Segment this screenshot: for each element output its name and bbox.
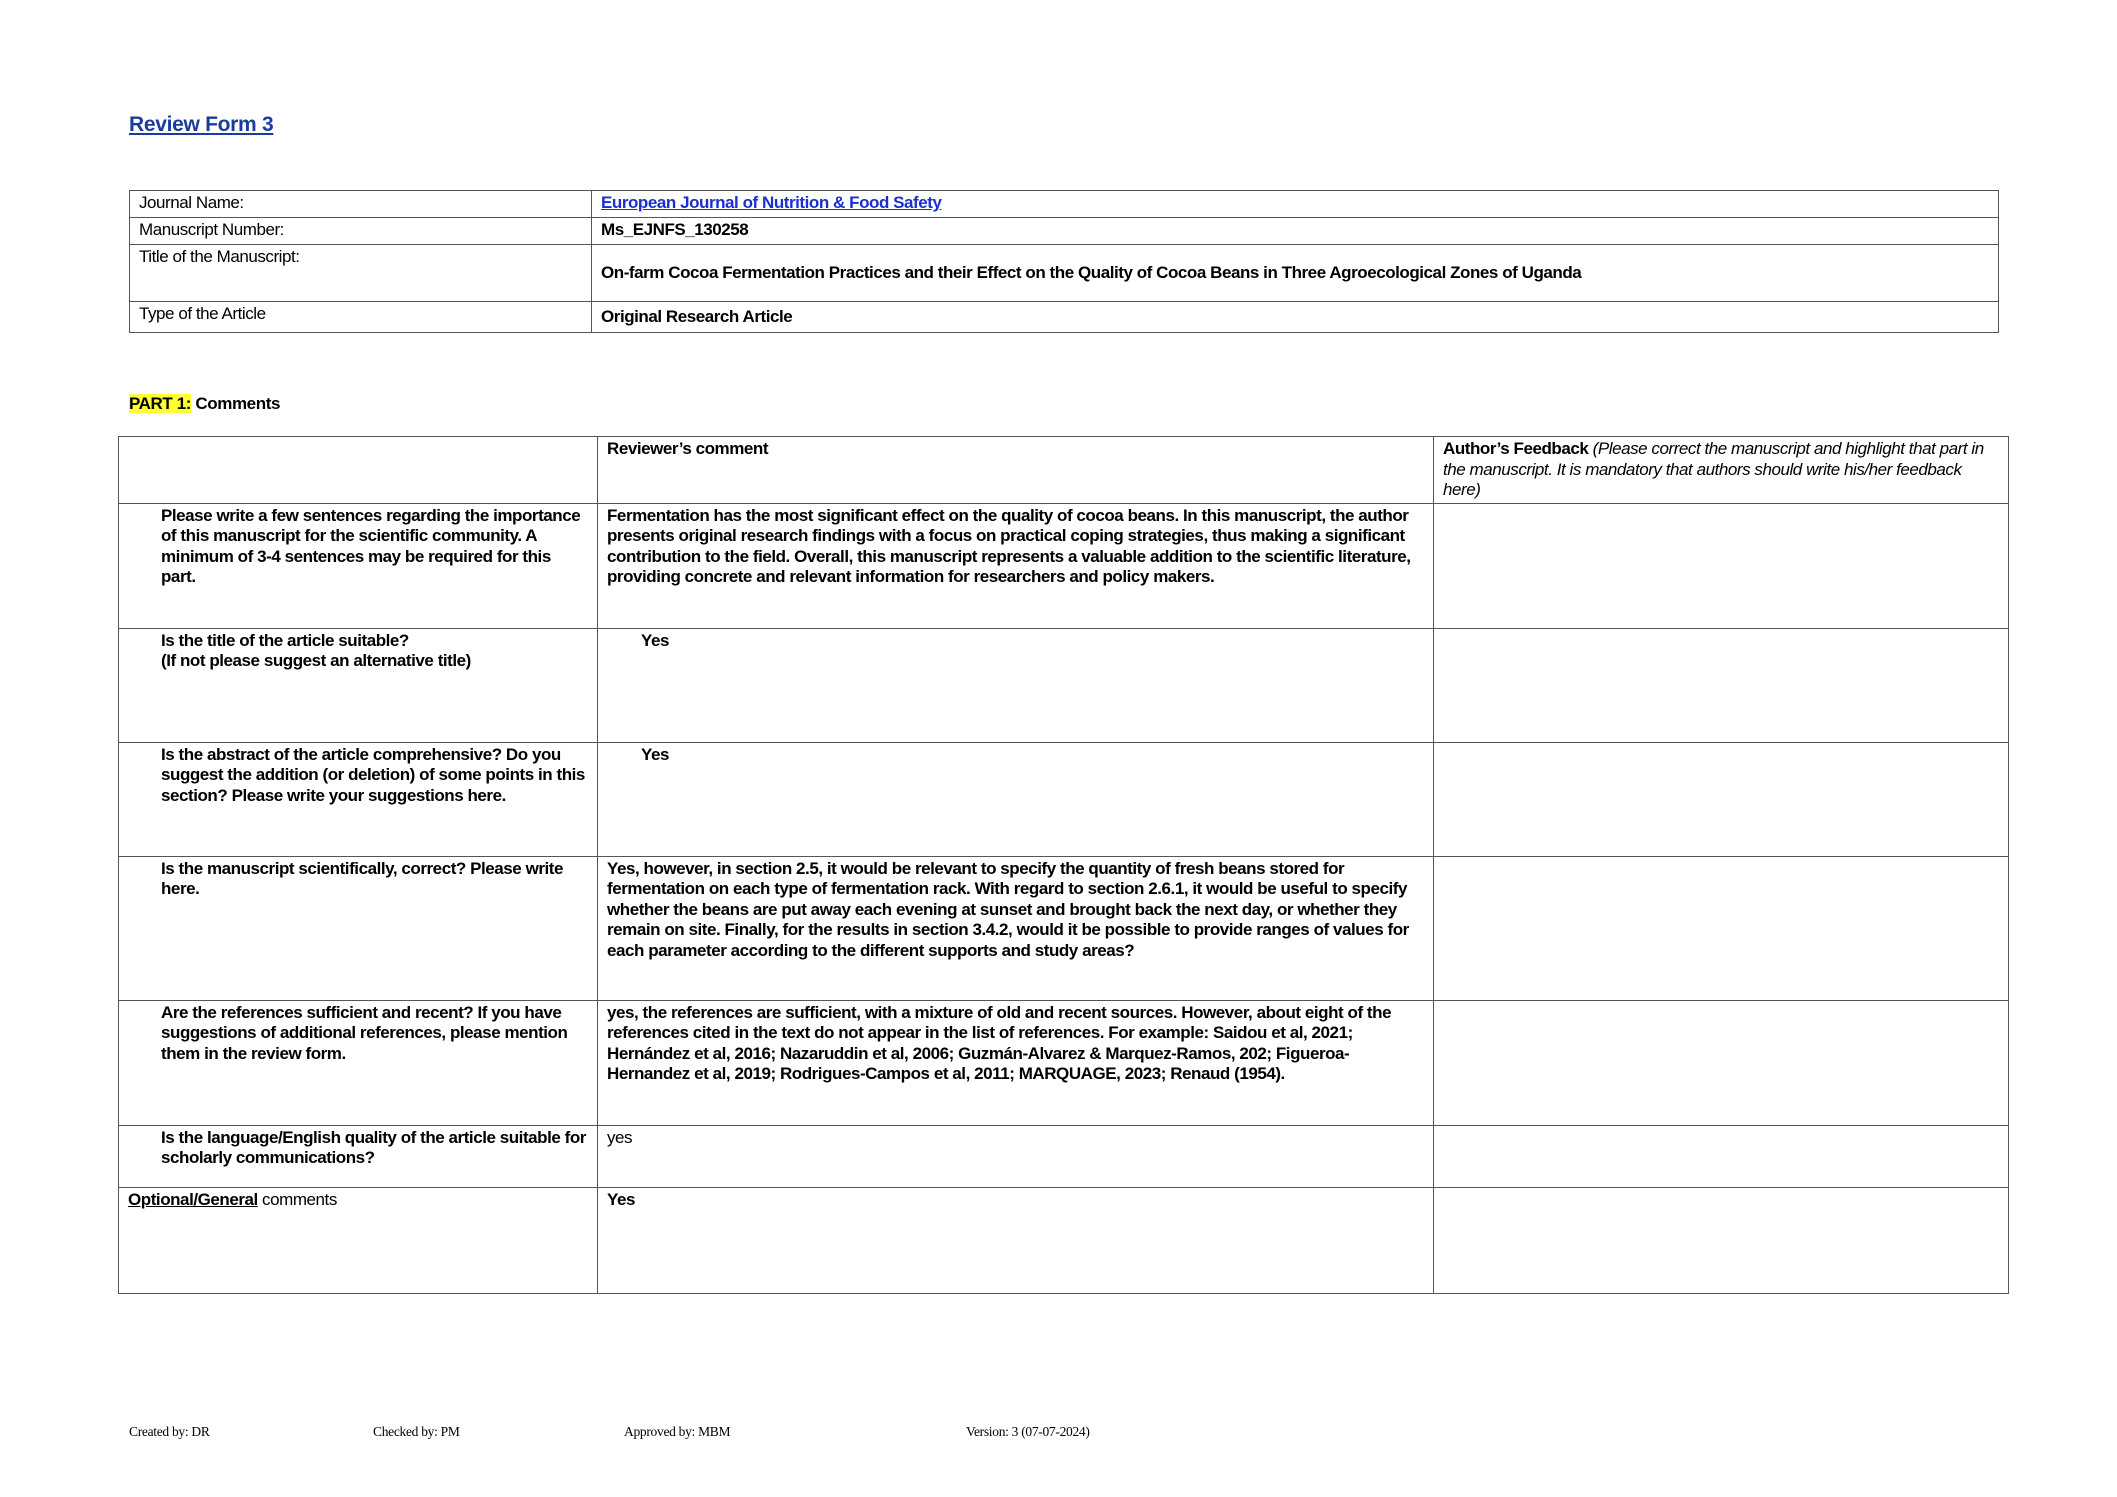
- manuscript-title-label: Title of the Manuscript:: [130, 245, 592, 302]
- form-title[interactable]: Review Form 3: [129, 113, 274, 136]
- reviewer-comment[interactable]: Yes: [598, 742, 1434, 856]
- journal-label: Journal Name:: [130, 191, 592, 218]
- author-feedback-cell[interactable]: [1434, 503, 2009, 628]
- part-suffix: Comments: [191, 394, 281, 413]
- reviewer-comment[interactable]: Yes, however, in section 2.5, it would be relevant to specify the quantity of fresh beans stored for fermentation on each type of fermentation rack. With regard to section 2.6.1, it would be useful to specify whether the beans are put away each evening at sunset and brought back the next day, or whether they remain on site. Finally, for the results in section 3.4.2, would it be possible to provide ranges of values for each parameter according to the different supports and study areas?: [598, 856, 1434, 1000]
- author-feedback-cell[interactable]: [1434, 628, 2009, 742]
- article-type: Original Research Article: [592, 302, 1999, 333]
- header-empty: [119, 437, 598, 504]
- manuscript-number: Ms_EJNFS_130258: [592, 218, 1999, 245]
- reviewer-comment[interactable]: yes: [598, 1125, 1434, 1187]
- author-feedback-cell[interactable]: [1434, 1000, 2009, 1125]
- author-feedback-cell[interactable]: [1434, 856, 2009, 1000]
- manuscript-number-label: Manuscript Number:: [130, 218, 592, 245]
- reviewer-comment[interactable]: yes, the references are sufficient, with a mixture of old and recent sources. However, about eight of the references cited in the text do not appear in the list of references. For example: Saidou et al, 2021; Hernández et al, 2016; Nazaruddin et al, 2006; Guzmán-Alvarez & Marquez-Ramos, 202; Figueroa-Hernandez et al, 2019; Rodrigues-Campos et al, 2011; MARQUAGE, 2023; Renaud (1954).: [598, 1000, 1434, 1125]
- journal-link[interactable]: European Journal of Nutrition & Food Safety: [601, 193, 942, 212]
- footer-version: Version: 3 (07-07-2024): [966, 1424, 1090, 1439]
- manuscript-title: On-farm Cocoa Fermentation Practices and their Effect on the Quality of Cocoa Beans in Three Agroecological Zones of Uganda: [592, 245, 1999, 302]
- question: Are the references sufficient and recent? If you have suggestions of additional references, please mention them in the review form.: [119, 1000, 598, 1125]
- header-reviewer-comment: Reviewer’s comment: [598, 437, 1434, 504]
- comments-table: [118, 436, 2009, 1294]
- part-heading: [129, 394, 280, 414]
- header-author-feedback: [1434, 437, 2009, 504]
- footer-approved-by: Approved by: MBM: [624, 1424, 731, 1439]
- part-label: PART 1:: [129, 394, 192, 413]
- comments-suffix: comments: [257, 1189, 337, 1209]
- reviewer-comment[interactable]: Yes: [598, 628, 1434, 742]
- question: Is the language/English quality of the article suitable for scholarly communications?: [119, 1125, 598, 1187]
- author-feedback-cell[interactable]: [1434, 742, 2009, 856]
- author-feedback-label: Author’s Feedback: [1443, 439, 1589, 458]
- optional-comment[interactable]: Yes: [598, 1187, 1434, 1293]
- optional-general-label: Optional/General: [128, 1189, 258, 1209]
- manuscript-info-table: [129, 190, 1999, 333]
- optional-comments-label: [119, 1187, 598, 1293]
- question: Please write a few sentences regarding the importance of this manuscript for the scientific community. A minimum of 3-4 sentences may be required for this part.: [119, 503, 598, 628]
- question: Is the title of the article suitable? (If not please suggest an alternative title): [119, 628, 598, 742]
- author-feedback-cell[interactable]: [1434, 1125, 2009, 1187]
- article-type-label: Type of the Article: [130, 302, 592, 333]
- reviewer-comment[interactable]: Fermentation has the most significant effect on the quality of cocoa beans. In this manuscript, the author presents original research findings with a focus on practical coping strategies, thus making a significant contribution to the field. Overall, this manuscript represents a valuable addition to the scientific literature, providing concrete and relevant information for researchers and policy makers.: [598, 503, 1434, 628]
- footer-created-by: Created by: DR: [129, 1424, 210, 1439]
- author-feedback-cell[interactable]: [1434, 1187, 2009, 1293]
- question: Is the manuscript scientifically, correct? Please write here.: [119, 856, 598, 1000]
- footer-checked-by: Checked by: PM: [373, 1424, 460, 1439]
- question: Is the abstract of the article comprehensive? Do you suggest the addition (or deletion) of some points in this section? Please write your suggestions here.: [119, 742, 598, 856]
- author-feedback-note: (Please correct the manuscript and highlight that part in the manuscript. It is mandatory that authors should write his/her feedback here): [1443, 439, 1984, 499]
